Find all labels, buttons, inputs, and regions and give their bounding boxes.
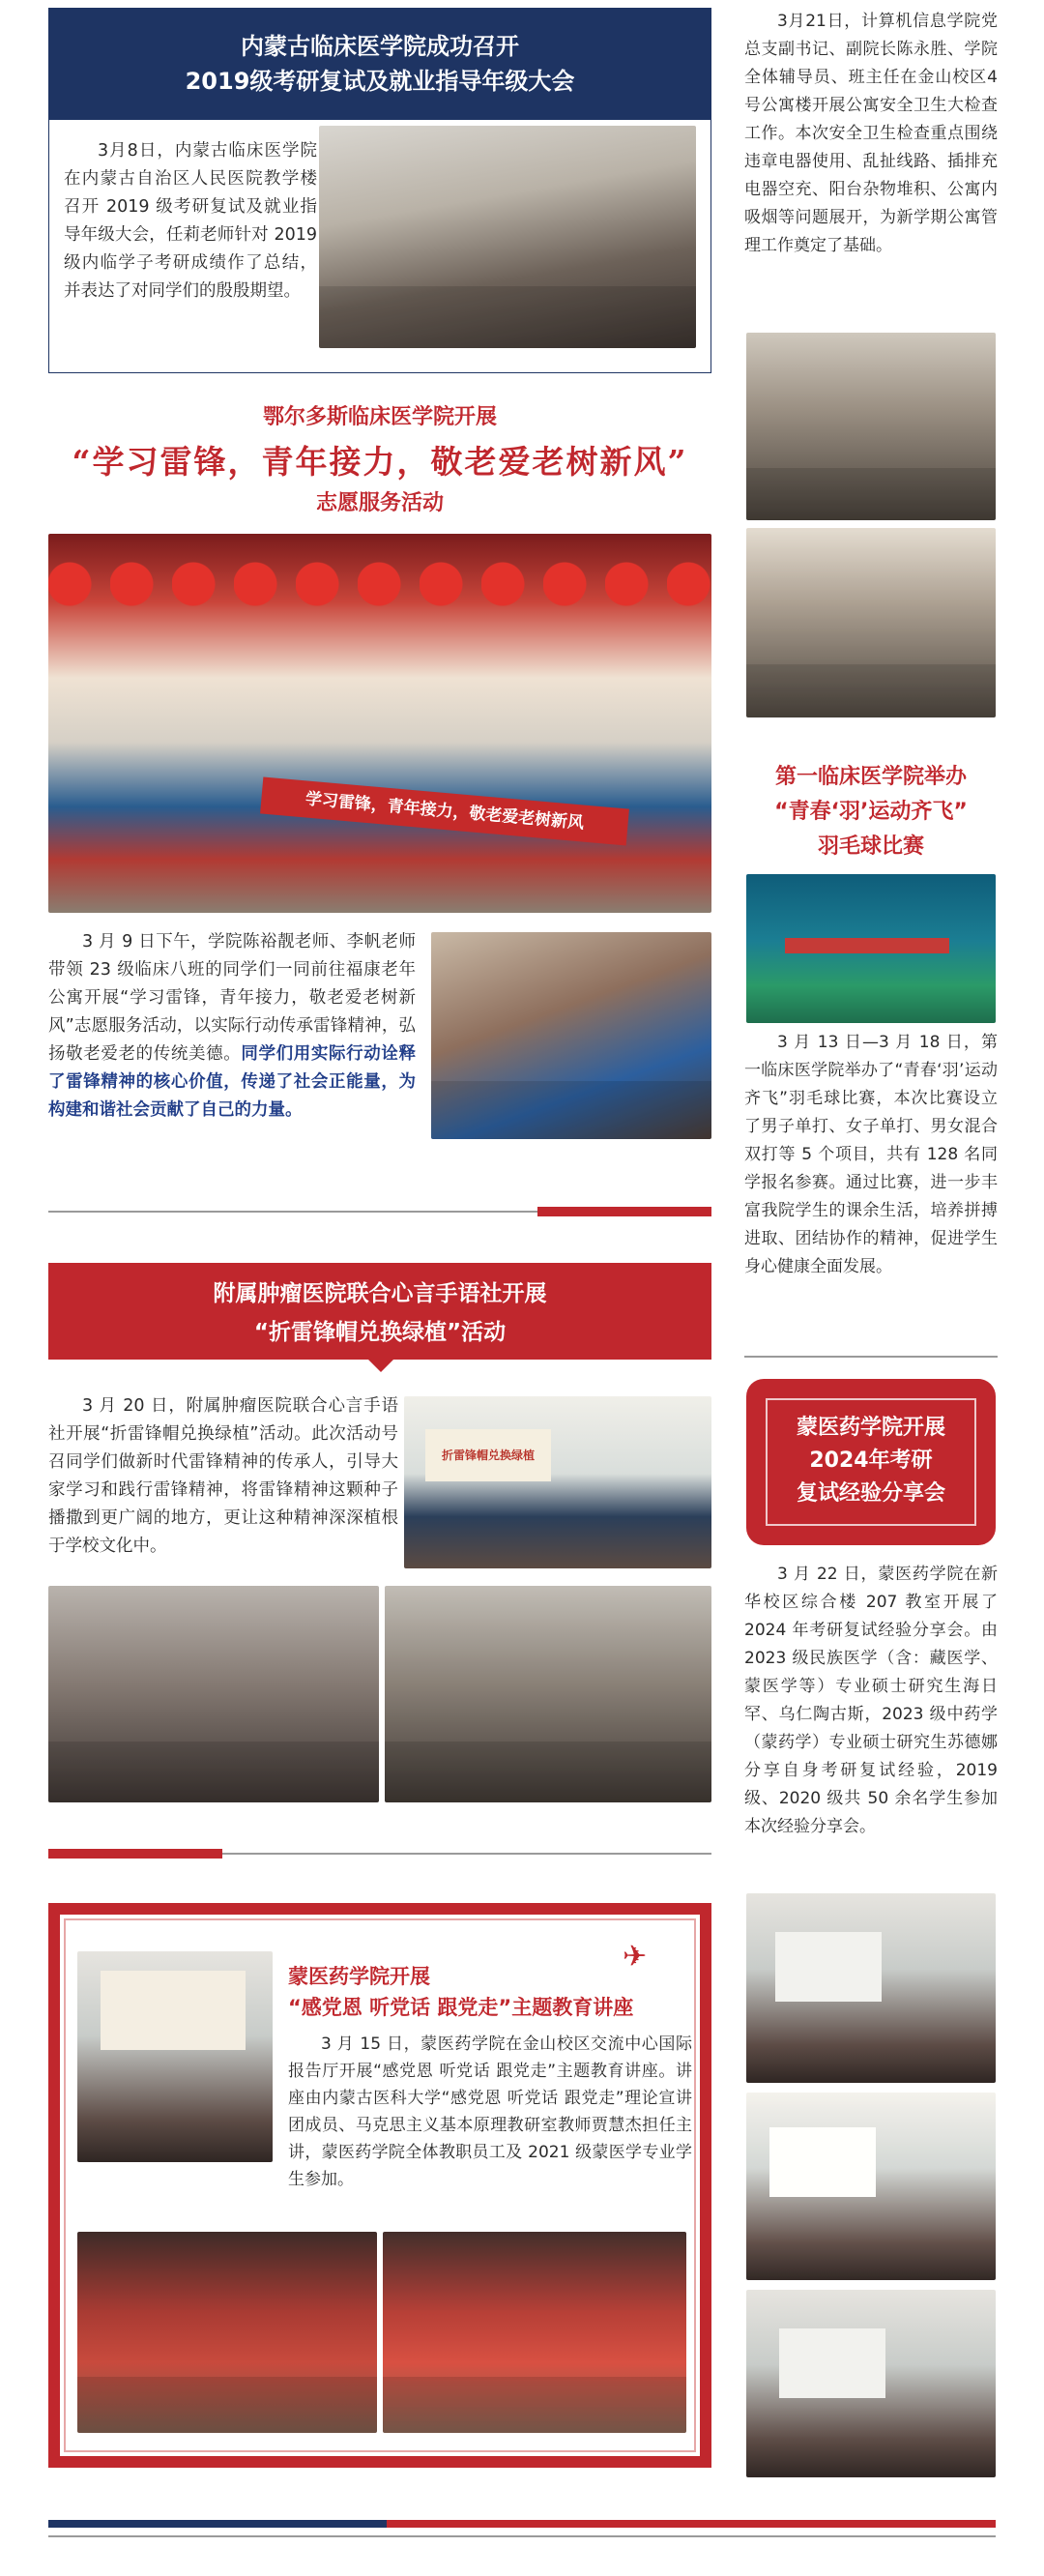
lantern-row xyxy=(48,555,711,613)
section3-title xyxy=(48,1263,711,1360)
section4-title-line2: “感党恩 听党话 跟党走”主题教育讲座 xyxy=(288,1996,634,2019)
section3-title-line2: “折雷锋帽兑换绿植”活动 xyxy=(253,1320,507,1345)
right2-title-line3: 羽毛球比赛 xyxy=(817,834,924,859)
photo-classroom-meeting xyxy=(319,126,696,348)
photo-lecture-hall xyxy=(77,2232,377,2433)
photo-lecture-front-row xyxy=(383,2232,686,2433)
section3-body: 3 月 20 日，附属肿瘤医院联合心言手语社开展“折雷锋帽兑换绿植”活动。此次活动号召同学们做新时代雷锋精神的传承人，引导大家学习和践行雷锋精神，将雷锋精神这颗种子播撒到更广阔的地方，更让这种精神深深植根于学校文化中。 xyxy=(48,1396,398,1556)
photo-elder-visit xyxy=(431,932,711,1139)
photo-dorm-inspection-2 xyxy=(746,528,996,717)
section2-body-plain: 3 月 9 日下午，学院陈裕靓老师、李帆老师带领 23 级临床八班的同学们一同前往福康老年公寓开展“学习雷锋，青年接力，敬老爱老树新风”志愿服务活动，以实际行动传承雷锋精神，弘扬敬老爱老的传统美德。 xyxy=(48,932,416,1064)
bottom-rule-red xyxy=(387,2520,996,2528)
section2-pre-title: 鄂尔多斯临床医学院开展 xyxy=(262,405,497,429)
photo-volunteer-group xyxy=(48,534,711,913)
screen-slide: 折雷锋帽兑换绿植 xyxy=(425,1429,551,1481)
right1-body: 3月21日，计算机信息学院党总支副书记、副院长陈永胜、学院全体辅导员、班主任在金山校区4号公寓楼开展公寓安全卫生大检查工作。本次安全卫生检查重点围绕违章电器使用、乱扯线路、插排充电器空充、阳台杂物堆积、公寓内吸烟等问题展开，为新学期公寓管理工作奠定了基础。 xyxy=(744,12,998,255)
divider-1-accent xyxy=(537,1207,711,1216)
lecture-slide xyxy=(101,1971,246,2050)
photo-hat-exchange xyxy=(48,1586,379,1802)
section4-title-line1: 蒙医药学院开展 xyxy=(288,1965,430,1988)
right2-title-line1: 第一临床医学院举办 xyxy=(774,765,967,789)
right2-title-line2: “青春‘羽’运动齐飞” xyxy=(774,800,968,824)
right2-title xyxy=(744,760,998,864)
session2-slide xyxy=(769,2127,876,2197)
section1-body: 3月8日，内蒙古临床医学院在内蒙古自治区人民医院教学楼召开 2019 级考研复试及就业指导年级大会，任莉老师针对 2019 级内临学子考研成绩作了总结，并表达了对同学们的殷殷期望。 xyxy=(64,141,317,301)
section2-body-highlight: 同学们用实际行动诠释了雷锋精神的核心价值，传递了社会正能量，为构建和谐社会贡献了自己的力量。 xyxy=(48,1044,416,1120)
right2-body: 3 月 13 日—3 月 18 日，第一临床医学院举办了“青春‘羽’运动齐飞”羽毛球比赛，本次比赛设立了男子单打、女子单打、男女混合双打等 5 个项目，共有 128 名同学报名参赛。通过比赛，进一步丰富我院学生的课余生活，培养拼搏进取、团结协作的精神，促进学生身心健康全面发展。 xyxy=(744,1033,998,1276)
banner-text: 学习雷锋，青年接力，敬老爱老树新风 xyxy=(260,777,629,846)
session3-slide xyxy=(779,2328,885,2398)
section3-title-line1: 附属肿瘤医院联合心言手语社开展 xyxy=(213,1281,547,1306)
photo-dorm-inspection-1 xyxy=(746,333,996,520)
section1-title-line2: 2019级考研复试及就业指导年级大会 xyxy=(185,68,575,95)
photo-classroom-screen xyxy=(404,1396,711,1568)
divider-2-accent xyxy=(48,1849,222,1859)
bottom-rule-navy xyxy=(48,2520,387,2528)
photo-sharing-session-2 xyxy=(746,2093,996,2280)
photo-hat-folding xyxy=(385,1586,711,1802)
session1-slide xyxy=(775,1932,882,2002)
section4-title xyxy=(288,1961,694,2023)
right3-body: 3 月 22 日，蒙医药学院在新华校区综合楼 207 教室开展了 2024 年考研复试经验分享会。由 2023 级民族医学（含：藏医学、蒙医学等）专业硕士研究生海日罕、乌仁陶古斯，2023 级中药学（蒙药学）专业硕士研究生苏德娜分享自身考研复试经验，2019 级、2020 级共 50 余名学生参加本次经验分享会。 xyxy=(744,1565,998,1836)
section1-title-line1: 内蒙古临床医学院成功召开 xyxy=(241,33,519,60)
section3-title-pointer xyxy=(367,1359,394,1372)
photo-badminton-court xyxy=(746,874,996,1023)
bottom-rule-thin xyxy=(48,2535,996,2537)
photo-sharing-session-3 xyxy=(746,2290,996,2477)
section2-quote-title: “学习雷锋，青年接力，敬老爱老树新风” xyxy=(72,443,688,481)
right3-title-line1: 蒙医药学院开展 xyxy=(796,1416,945,1440)
right3-title xyxy=(746,1412,996,1510)
court-banner xyxy=(785,938,949,953)
photo-sharing-session-1 xyxy=(746,1893,996,2083)
photo-lecture-speaker xyxy=(77,1951,273,2162)
section4-body: 3 月 15 日，蒙医药学院在金山校区交流中心国际报告厅开展“感党恩 听党话 跟党走”主题教育讲座。讲座由内蒙古医科大学“感党恩 听党话 跟党走”理论宣讲团成员、马克思主义基本原理教研室教师贾慧杰担任主讲，蒙医药学院全体教职员工及 2021 级蒙医学专业学生参加。 xyxy=(288,2034,692,2189)
bird-icon: ✈ xyxy=(623,1940,648,1974)
right3-title-line3: 复试经验分享会 xyxy=(796,1481,945,1506)
section1-title xyxy=(48,8,711,120)
right3-title-line2: 2024年考研 xyxy=(809,1449,933,1473)
section2-post-title: 志愿服务活动 xyxy=(315,491,444,515)
right-divider xyxy=(744,1356,998,1358)
section2-body xyxy=(48,928,416,1125)
